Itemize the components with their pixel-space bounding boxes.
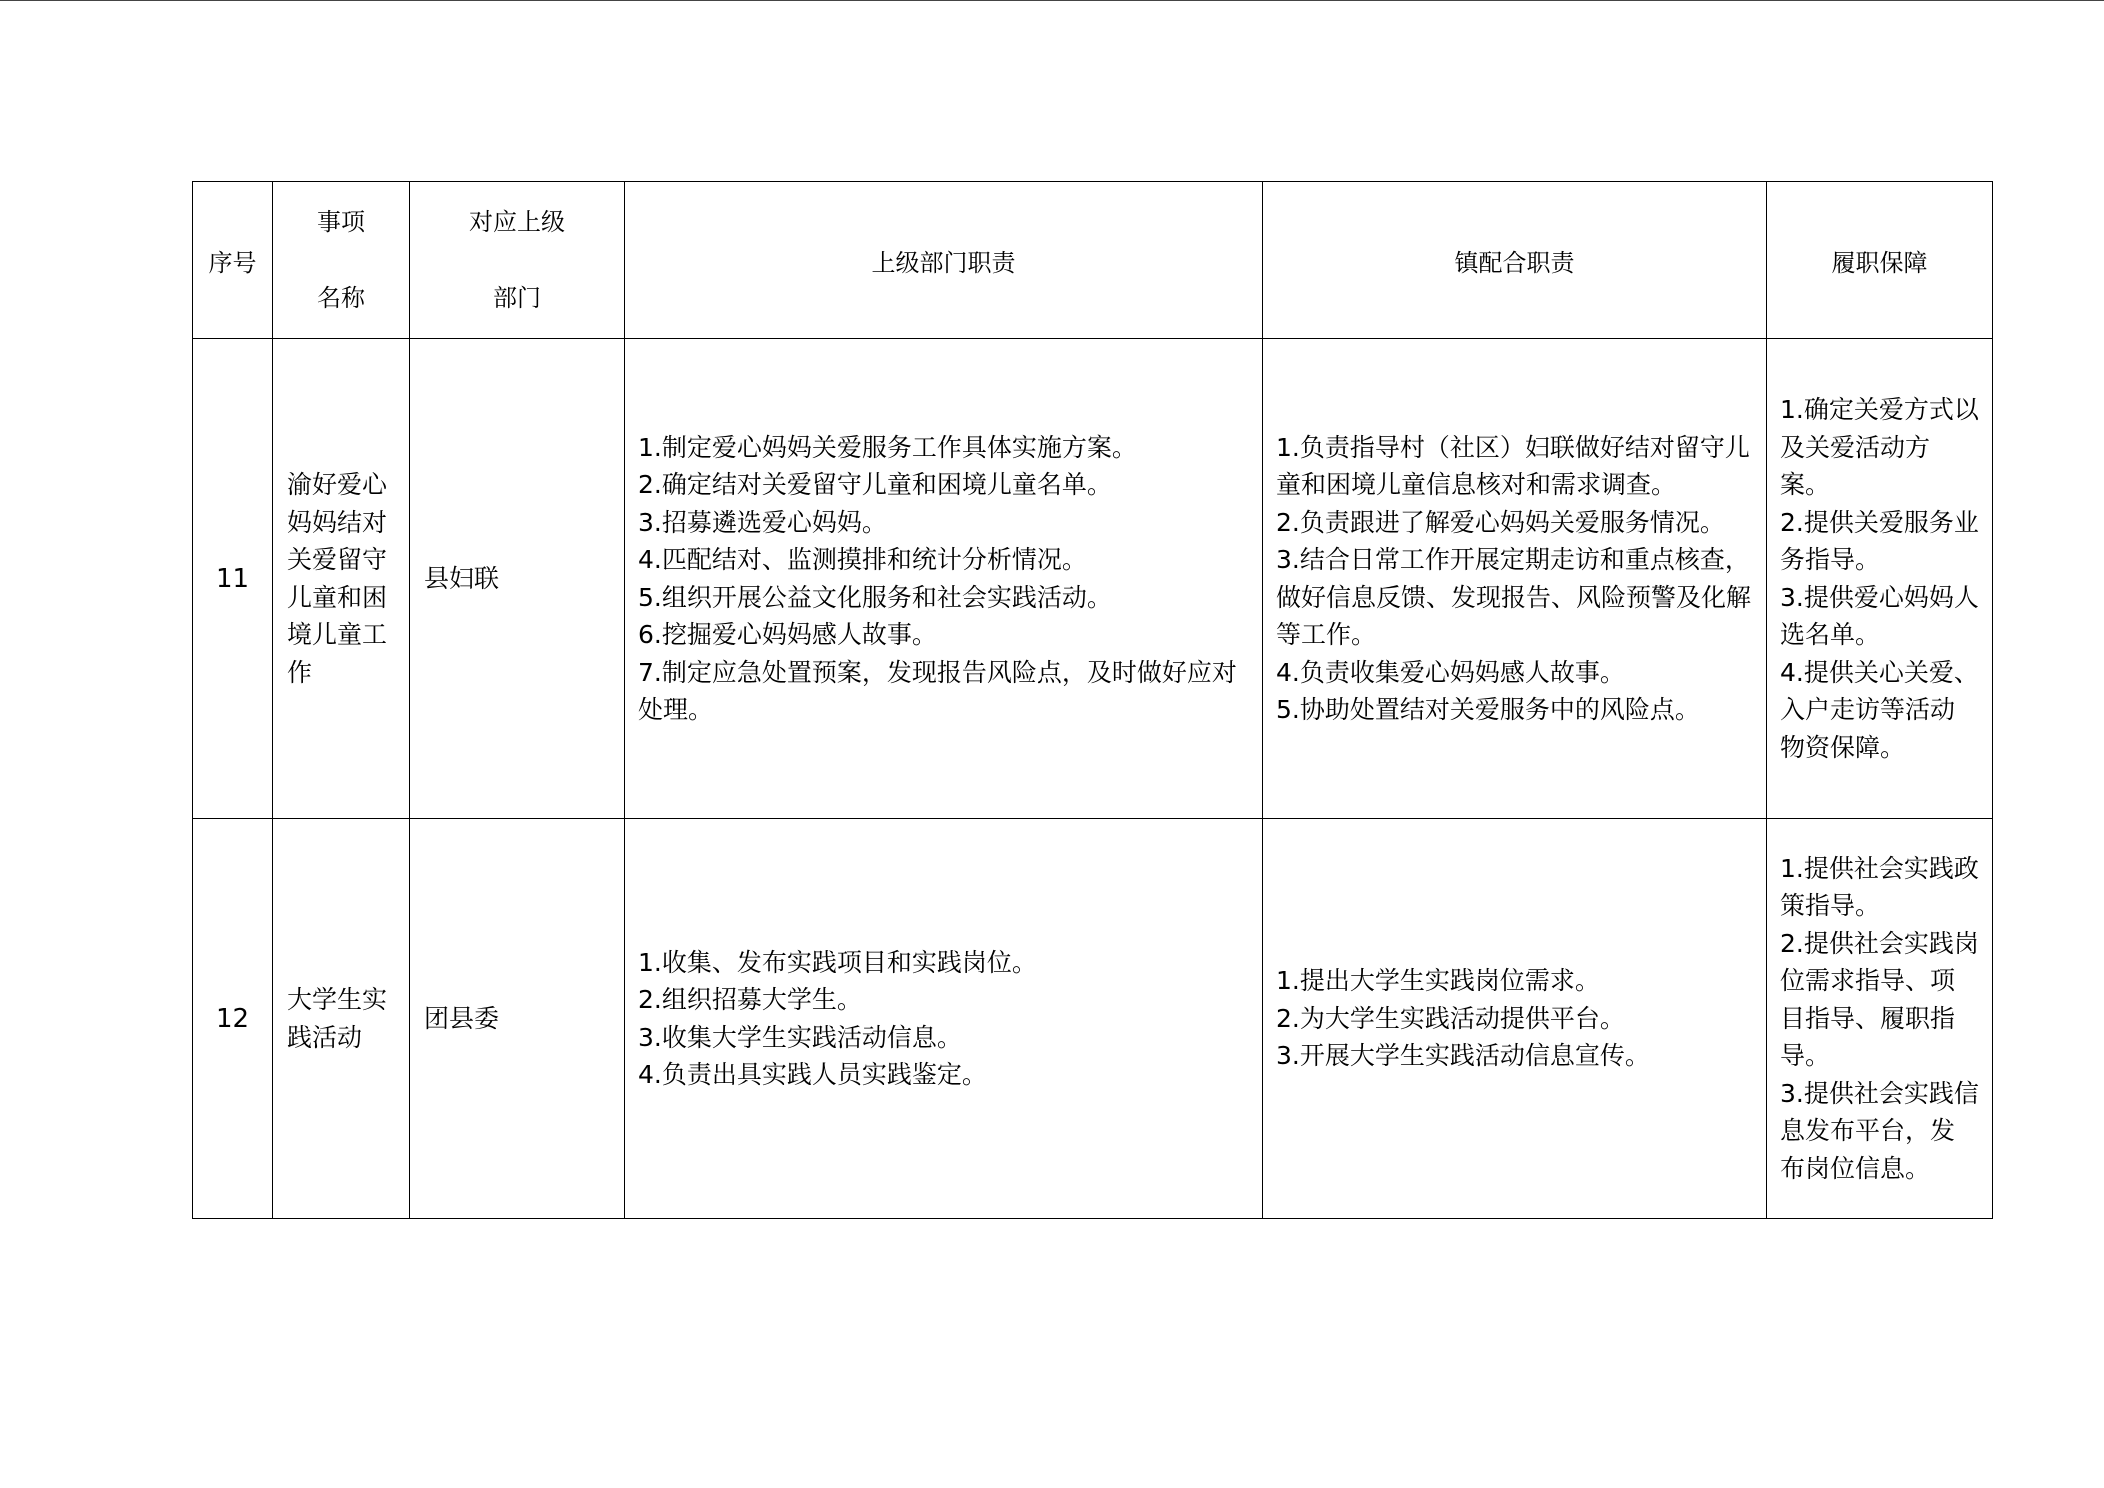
list-item: 3.结合日常工作开展定期走访和重点核查，做好信息反馈、发现报告、风险预警及化解等工作。 [1276, 545, 1752, 649]
list-item: 2.负责跟进了解爱心妈妈关爱服务情况。 [1276, 507, 1725, 537]
duty-table [192, 181, 1993, 1219]
header-town-duty: 镇配合职责 [1263, 182, 1767, 339]
list-item: 3.提供爱心妈妈人选名单。 [1780, 582, 1979, 649]
row-upper-dept: 团县委 [410, 819, 625, 1219]
row-item-name: 大学生实践活动 [273, 819, 410, 1219]
list-item: 1.制定爱心妈妈关爱服务工作具体实施方案。 [638, 432, 1137, 462]
list-item: 1.提出大学生实践岗位需求。 [1276, 966, 1600, 996]
header-guarantee: 履职保障 [1767, 182, 1993, 339]
row-seq: 11 [193, 339, 273, 819]
table-row [193, 819, 1993, 1219]
row-item-name: 渝好爱心妈妈结对关爱留守儿童和困境儿童工作 [273, 339, 410, 819]
list-item: 4.负责收集爱心妈妈感人故事。 [1276, 657, 1625, 687]
header-item-name: 事项 名称 [273, 182, 410, 339]
list-item: 6.挖掘爱心妈妈感人故事。 [638, 620, 937, 649]
list-item: 3.招募遴选爱心妈妈。 [638, 507, 887, 537]
list-item: 2.组织招募大学生。 [638, 985, 862, 1014]
row-guarantees [1767, 819, 1993, 1219]
list-item: 3.提供社会实践信息发布平台，发布岗位信息。 [1780, 1078, 1979, 1183]
header-upper-duty: 上级部门职责 [625, 182, 1263, 339]
list-item: 1.负责指导村（社区）妇联做好结对留守儿童和困境儿童信息核对和需求调查。 [1276, 432, 1750, 499]
list-item: 1.提供社会实践政策指导。 [1780, 853, 1979, 921]
list-item: 4.匹配结对、监测摸排和统计分析情况。 [638, 545, 1087, 574]
row-seq: 12 [193, 819, 273, 1219]
list-item: 1.收集、发布实践项目和实践岗位。 [638, 947, 1037, 977]
list-item: 3.开展大学生实践活动信息宣传。 [1276, 1041, 1650, 1071]
list-item: 5.协助处置结对关爱服务中的风险点。 [1276, 695, 1700, 724]
list-item: 2.提供关爱服务业务指导。 [1780, 507, 1979, 574]
list-item: 1.确定关爱方式以及关爱活动方案。 [1780, 395, 1979, 499]
page-top-border [0, 0, 2104, 1]
list-item: 7.制定应急处置预案，发现报告风险点，及时做好应对处理。 [638, 657, 1237, 724]
list-item: 4.负责出具实践人员实践鉴定。 [638, 1060, 987, 1089]
row-town-duties [1263, 819, 1767, 1219]
row-guarantees [1767, 339, 1993, 819]
row-upper-duties [625, 819, 1263, 1219]
list-item: 2.提供社会实践岗位需求指导、项目指导、履职指导。 [1780, 928, 1979, 1071]
list-item: 4.提供关心关爱、入户走访等活动物资保障。 [1780, 657, 1979, 762]
header-upper-dept: 对应上级 部门 [410, 182, 625, 339]
list-item: 5.组织开展公益文化服务和社会实践活动。 [638, 582, 1112, 612]
row-upper-dept: 县妇联 [410, 339, 625, 819]
list-item: 2.确定结对关爱留守儿童和困境儿童名单。 [638, 470, 1112, 499]
row-town-duties [1263, 339, 1767, 819]
table-row [193, 339, 1993, 819]
list-item: 3.收集大学生实践活动信息。 [638, 1022, 962, 1052]
header-seq: 序号 [193, 182, 273, 339]
row-upper-duties [625, 339, 1263, 819]
table-header-row [193, 182, 1993, 339]
list-item: 2.为大学生实践活动提供平台。 [1276, 1003, 1625, 1033]
